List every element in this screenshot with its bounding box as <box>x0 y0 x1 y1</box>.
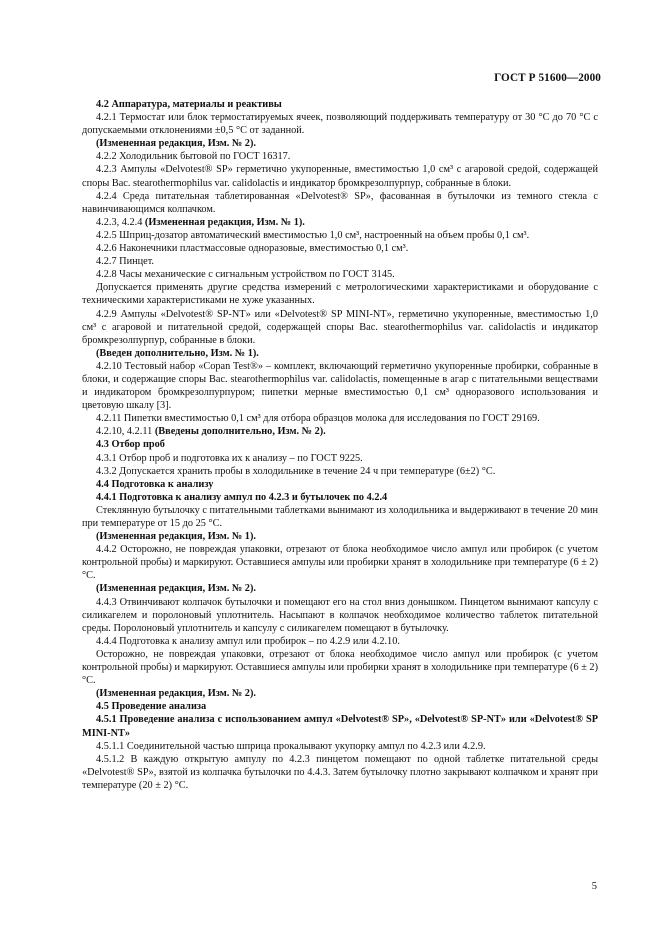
paragraph-text: 4.2.10 Тестовый набор «Copan Test®» – комплект, включающий герметично укупоренные пробирки, собранные в блоки, и содержащие споры Bac. stearothermophilus var. calidolactis, помещенные в агар с питательными веществами и индикатором бромкрезолпурпуром; пипетки мерные вместимостью 0,1 см³ одноразового использования и цветовую шкалу [3]. <box>82 360 598 412</box>
paragraph-text: (Введен дополнительно, Изм. № 1). <box>96 347 259 359</box>
amendment-note: (Введены дополнительно, Изм. № 2). <box>152 426 326 438</box>
paragraph-text: 4.2 Аппаратура, материалы и реактивы <box>96 99 282 110</box>
paragraph-text: 4.4.1 Подготовка к анализу ампул по 4.2.3 и бутылочек по 4.2.4 <box>96 491 388 503</box>
paragraph <box>82 150 598 163</box>
paragraph-text: 4.2.1 Термостат или блок термостатируемых ячеек, позволяющий поддерживать температуру от 30 °С до 70 °С с допускаемыми отклонениями ±0,5 °С от заданной. <box>82 112 598 137</box>
section-heading <box>82 137 598 150</box>
paragraph <box>82 111 598 137</box>
paragraph-text: 4.3.2 Допускается хранить пробы в холодильнике в течение 24 ч при температуре (6±2) °С. <box>96 465 496 477</box>
paragraph <box>82 452 598 465</box>
paragraph <box>82 216 598 229</box>
paragraph-text: 4.5 Проведение анализа <box>96 701 207 713</box>
paragraph-text: 4.2.10, 4.2.11 <box>96 426 153 438</box>
paragraph <box>82 425 598 438</box>
section-heading <box>82 713 598 739</box>
section-heading <box>82 700 598 713</box>
paragraph-text: (Измененная редакция, Изм. № 2). <box>96 688 256 700</box>
section-heading <box>82 438 598 451</box>
paragraph-text: 4.5.1.1 Соединительной частью шприца прокалывают укупорку ампул по 4.2.3 или 4.2.9. <box>96 740 486 752</box>
paragraph-text: Стеклянную бутылочку с питательными таблетками вынимают из холодильника и выдерживают в течение 20 мин при температуре от 15 до 25 °С. <box>82 504 598 529</box>
paragraph <box>82 281 598 307</box>
standard-header: ГОСТ Р 51600—2000 <box>494 72 601 84</box>
paragraph-text: 4.3 Отбор проб <box>96 439 165 451</box>
paragraph-text: 4.2.9 Ампулы «Delvotest® SP-NT» или «Delvotest® SP MINI-NT», герметично укупоренные, вместимостью 1,0 см³ с агаровой и питательной средой, содержащей споры Bac. stearothermophilus var. calidolactis и индикатор бромкрезолпурпур, собранные в блоки. <box>82 308 598 346</box>
paragraph <box>82 242 598 255</box>
section-heading <box>82 582 598 595</box>
paragraph-text: (Измененная редакция, Изм. № 2). <box>96 583 256 595</box>
section-heading <box>82 98 598 111</box>
paragraph-text: 4.2.8 Часы механические с сигнальным устройством по ГОСТ 3145. <box>96 269 395 281</box>
paragraph-text: (Измененная редакция, Изм. № 2). <box>96 138 256 150</box>
paragraph-text: 4.2.11 Пипетки вместимостью 0,1 см³ для отбора образцов молока для исследования по ГОСТ 29169. <box>96 413 540 425</box>
paragraph-text: 4.2.4 Среда питательная таблетированная «Delvotest® SP», фасованная в бутылочки из темного стекла с навинчивающимся колпачком. <box>82 190 598 215</box>
paragraph <box>82 229 598 242</box>
paragraph-text: 4.2.7 Пинцет. <box>96 256 155 268</box>
section-heading <box>82 347 598 360</box>
paragraph <box>82 465 598 478</box>
paragraph-text: Допускается применять другие средства измерений с метрологическими характеристиками и оборудование с техническими характеристиками не хуже указанных. <box>82 282 598 307</box>
paragraph <box>82 543 598 582</box>
paragraph <box>82 360 598 412</box>
paragraph <box>82 163 598 189</box>
section-heading <box>82 478 598 491</box>
paragraph-text: Осторожно, не повреждая упаковки, отрезают от блока необходимое число ампул или пробирок (с учетом контрольной пробы) и маркируют. Оставшиеся ампулы или пробирки хранят в холодильнике при температуре (6 ± 2) °С. <box>82 648 598 687</box>
paragraph-text: (Измененная редакция, Изм. № 1). <box>96 531 256 543</box>
document-body <box>82 98 598 792</box>
paragraph-text: 4.4.2 Осторожно, не повреждая упаковки, отрезают от блока необходимое число ампул или пробирок (с учетом контрольной пробы) и маркируют. Оставшиеся ампулы или пробирки хранят в холодильнике при температуре (6 ± 2) °С. <box>82 544 598 582</box>
paragraph <box>82 753 598 792</box>
paragraph-text: 4.2.2 Холодильник бытовой по ГОСТ 16317. <box>96 151 291 163</box>
paragraph-text: 4.4 Подготовка к анализу <box>96 478 214 490</box>
paragraph-text: 4.2.6 Наконечники пластмассовые одноразовые, вместимостью 0,1 см³. <box>96 243 409 255</box>
section-heading <box>82 687 598 700</box>
paragraph-text: 4.2.3 Ампулы «Delvotest® SP» герметично укупоренные, вместимостью 1,0 см³ с агаровой средой, содержащей споры Bac. stearothermophilus var. calidolactis и индикатор бромкрезолпурпур, собранные в блоки. <box>82 164 598 189</box>
paragraph <box>82 596 598 635</box>
paragraph <box>82 504 598 530</box>
paragraph-text: 4.4.4 Подготовка к анализу ампул или пробирок – по 4.2.9 или 4.2.10. <box>96 635 400 647</box>
paragraph-text: 4.5.1.2 В каждую открытую ампулу по 4.2.3 пинцетом помещают по одной таблетке питательной среды «Delvotest® SP», взятой из колпачка бутылочки по 4.4.3. Затем бутылочку плотно закрывают колпачком и хранят при температуре (20 ± 2) °С. <box>82 753 598 791</box>
paragraph <box>82 740 598 753</box>
paragraph <box>82 190 598 216</box>
paragraph-text: 4.2.5 Шприц-дозатор автоматический вместимостью 1,0 см³, настроенный на объем пробы 0,1 см³. <box>96 229 530 241</box>
paragraph <box>82 412 598 425</box>
paragraph-text: 4.4.3 Отвинчивают колпачок бутылочки и помещают его на стол вниз донышком. Пинцетом вынимают капсулу с силикагелем и поролоновый уплотнитель. Насыпают в колпачок необходимое количество таблеток питательной среды. Поролоновый уплотнитель и капсулу с силикагелем помещают в бутылочку. <box>82 596 598 634</box>
paragraph-text: 4.3.1 Отбор проб и подготовка их к анализу – по ГОСТ 9225. <box>96 452 363 464</box>
page-number: 5 <box>591 881 597 892</box>
amendment-note: (Измененная редакция, Изм. № 1). <box>142 216 305 228</box>
paragraph <box>82 255 598 268</box>
paragraph <box>82 635 598 648</box>
paragraph <box>82 648 598 687</box>
section-heading <box>82 530 598 543</box>
paragraph-text: 4.2.3, 4.2.4 <box>96 216 143 228</box>
section-heading <box>82 491 598 504</box>
paragraph <box>82 268 598 281</box>
paragraph <box>82 308 598 347</box>
paragraph-text: 4.5.1 Проведение анализа с использованием ампул «Delvotest® SP», «Delvotest® SP-NT» или «Delvotest® SP MINI-NT» <box>82 714 598 739</box>
